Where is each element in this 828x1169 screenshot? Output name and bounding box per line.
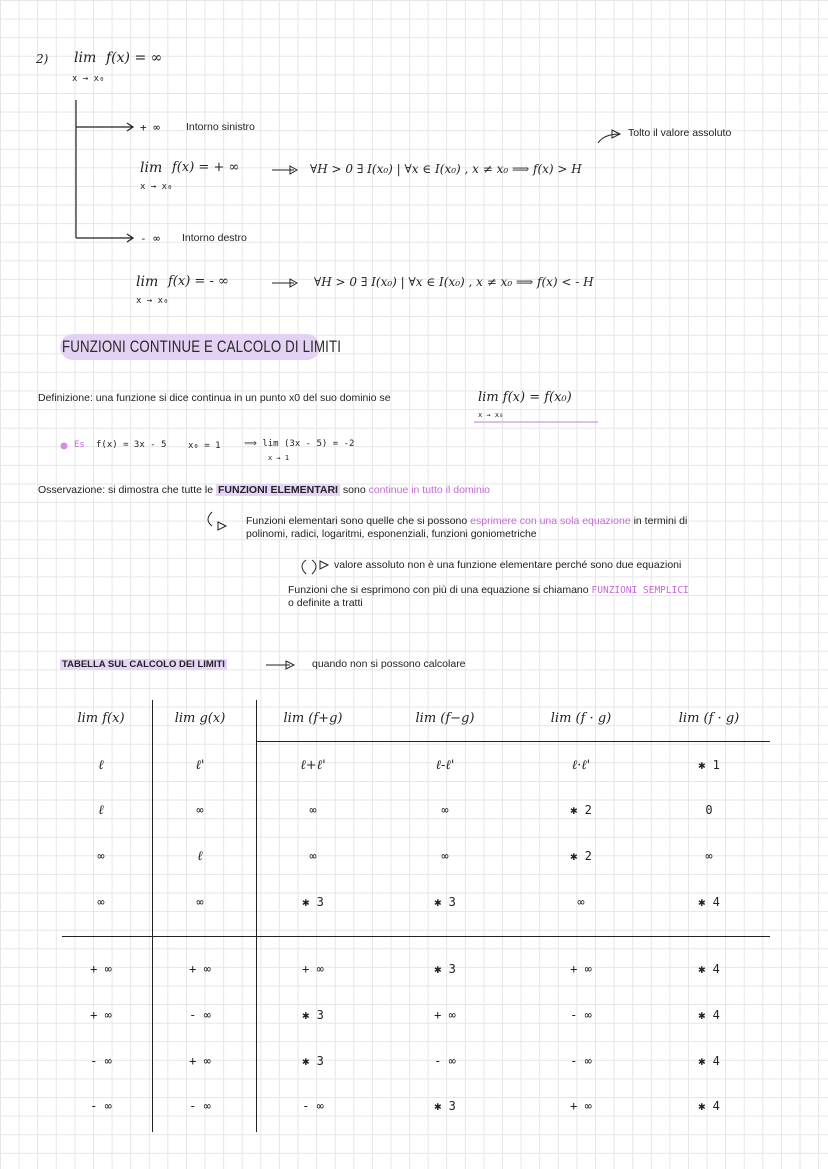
- table-cell: ✱ 2: [570, 849, 592, 863]
- observation-highlight: FUNZIONI ELEMENTARI: [218, 484, 338, 496]
- table-cell: + ∞: [90, 1008, 112, 1022]
- table-cell: - ∞: [90, 1099, 112, 1113]
- table-cell: ∞: [97, 849, 105, 863]
- table-title: TABELLA SUL CALCOLO DEI LIMITI: [62, 659, 225, 670]
- table-cell: - ∞: [570, 1008, 592, 1022]
- table-cell: ✱ 1: [698, 758, 720, 772]
- observation-pink: continue in tutto il dominio: [368, 484, 490, 496]
- table-section-rule: [62, 936, 770, 937]
- elementary-line1-b: in termini di: [633, 515, 688, 527]
- table-cell: ✱ 4: [698, 1054, 720, 1068]
- table-note: quando non si possono calcolare: [312, 658, 466, 670]
- table-cell: ∞: [97, 895, 105, 909]
- elementary-line1-a: Funzioni elementari sono quelle che si possono: [246, 515, 468, 527]
- table-cell: ℓ·ℓ': [571, 758, 591, 773]
- table-cell: + ∞: [189, 962, 211, 976]
- table-cell: ✱ 3: [434, 962, 456, 976]
- table-cell: ✱ 4: [698, 962, 720, 976]
- page-heading: FUNZIONI CONTINUE E CALCOLO DI LIMITI: [62, 337, 342, 356]
- table-cell: - ∞: [189, 1008, 211, 1022]
- observation: [38, 484, 490, 497]
- table-cell: ✱ 4: [698, 895, 720, 909]
- table-vertical-divider: [152, 700, 153, 1132]
- table-header: lim (f · g): [550, 711, 612, 726]
- simple-line1: [288, 584, 689, 597]
- table-cell: - ∞: [189, 1099, 211, 1113]
- note-abs-removed: Tolto il valore assoluto: [628, 127, 732, 139]
- table-cell: ✱ 3: [434, 1099, 456, 1113]
- observation-middle: sono: [342, 484, 366, 496]
- table-cell: ℓ: [197, 849, 203, 864]
- table-cell: - ∞: [302, 1099, 324, 1113]
- table-cell: ✱ 3: [302, 1054, 324, 1068]
- table-header: lim (f · g): [678, 711, 740, 726]
- branch-minus-label: Intorno destro: [182, 232, 247, 244]
- table-header: lim (f+g): [283, 711, 343, 726]
- table-cell: - ∞: [570, 1054, 592, 1068]
- example-x0: x₀ = 1: [188, 441, 221, 451]
- limit-lim: lim: [74, 50, 97, 66]
- abs-note: valore assoluto non è una funzione elementare perché sono due equazioni: [334, 559, 682, 571]
- formula-plus-lim: lim: [140, 160, 163, 176]
- table-cell: ∞: [705, 849, 713, 863]
- simple-line1-a: Funzioni che si esprimono con più di una equazione si chiamano: [288, 584, 589, 596]
- example-under: x → 1: [268, 454, 290, 462]
- branch-minus-sign: - ∞: [140, 232, 160, 245]
- formula-plus-under: x → x₀: [140, 182, 173, 192]
- elementary-line1-pink: esprimere con una sola equazione: [470, 515, 631, 527]
- example-result: ⟹ lim (3x - 5) = -2: [244, 439, 355, 449]
- simple-line1-pink: FUNZIONI SEMPLICI: [591, 585, 689, 596]
- table-cell: ∞: [196, 803, 204, 817]
- table-cell: + ∞: [189, 1054, 211, 1068]
- table-cell: ✱ 4: [698, 1099, 720, 1113]
- table-cell: + ∞: [434, 1008, 456, 1022]
- table-vertical-divider-2: [256, 700, 257, 1132]
- simple-line2: o definite a tratti: [288, 597, 363, 609]
- table-cell: + ∞: [302, 962, 324, 976]
- formula-minus-under: x → x₀: [136, 296, 169, 306]
- definition-formula: lim f(x) = f(x₀): [478, 390, 572, 405]
- table-cell: ✱ 3: [434, 895, 456, 909]
- table-cell: ∞: [577, 895, 585, 909]
- table-cell: ∞: [309, 803, 317, 817]
- example-function: f(x) = 3x - 5: [96, 440, 167, 450]
- table-cell: ∞: [441, 803, 449, 817]
- table-cell: ✱ 2: [570, 803, 592, 817]
- table-cell: ∞: [196, 895, 204, 909]
- definition-text: Definizione: una funzione si dice continua in un punto x0 del suo dominio se: [38, 392, 391, 404]
- table-cell: + ∞: [570, 962, 592, 976]
- table-cell: - ∞: [434, 1054, 456, 1068]
- table-cell: ℓ-ℓ': [435, 758, 455, 773]
- table-cell: ∞: [441, 849, 449, 863]
- table-header-rule: [256, 741, 770, 742]
- table-header: lim f(x): [77, 711, 125, 726]
- table-cell: ✱ 4: [698, 1008, 720, 1022]
- limit-expression: f(x) = ∞: [106, 50, 163, 66]
- elementary-line1: [246, 515, 687, 528]
- observation-prefix: Osservazione: si dimostra che tutte le: [38, 484, 214, 496]
- table-header: lim (f−g): [415, 711, 475, 726]
- table-cell: + ∞: [90, 962, 112, 976]
- branch-plus-sign: + ∞: [140, 121, 160, 134]
- table-cell: 0: [705, 803, 713, 817]
- table-cell: ℓ+ℓ': [300, 758, 326, 773]
- table-cell: + ∞: [570, 1099, 592, 1113]
- table-cell: ✱ 3: [302, 895, 324, 909]
- definition-under: x → x₀: [478, 411, 504, 419]
- formula-minus-expr: f(x) = - ∞: [168, 274, 229, 289]
- formula-plus-expr: f(x) = + ∞: [172, 160, 240, 175]
- section-number: 2): [36, 52, 49, 66]
- table-cell: ∞: [309, 849, 317, 863]
- formula-plus-def: ∀H > 0 ∃ I(x₀) | ∀x ∈ I(x₀) , x ≠ x₀ ⟹ f(x) > H: [310, 162, 582, 176]
- formula-minus-def: ∀H > 0 ∃ I(x₀) | ∀x ∈ I(x₀) , x ≠ x₀ ⟹ f(x) < - H: [314, 275, 594, 289]
- table-cell: ℓ: [98, 758, 104, 773]
- table-cell: ✱ 3: [302, 1008, 324, 1022]
- table-cell: ℓ': [195, 758, 205, 773]
- formula-minus-lim: lim: [136, 274, 159, 290]
- limit-subscript: x → x₀: [72, 74, 105, 84]
- elementary-line2: polinomi, radici, logaritmi, esponenziali, funzioni goniometriche: [246, 528, 537, 540]
- example-label: Es: [74, 440, 85, 450]
- branch-plus-label: Intorno sinistro: [186, 121, 255, 133]
- table-cell: ℓ: [98, 803, 104, 818]
- table-header: lim g(x): [174, 711, 226, 726]
- table-cell: - ∞: [90, 1054, 112, 1068]
